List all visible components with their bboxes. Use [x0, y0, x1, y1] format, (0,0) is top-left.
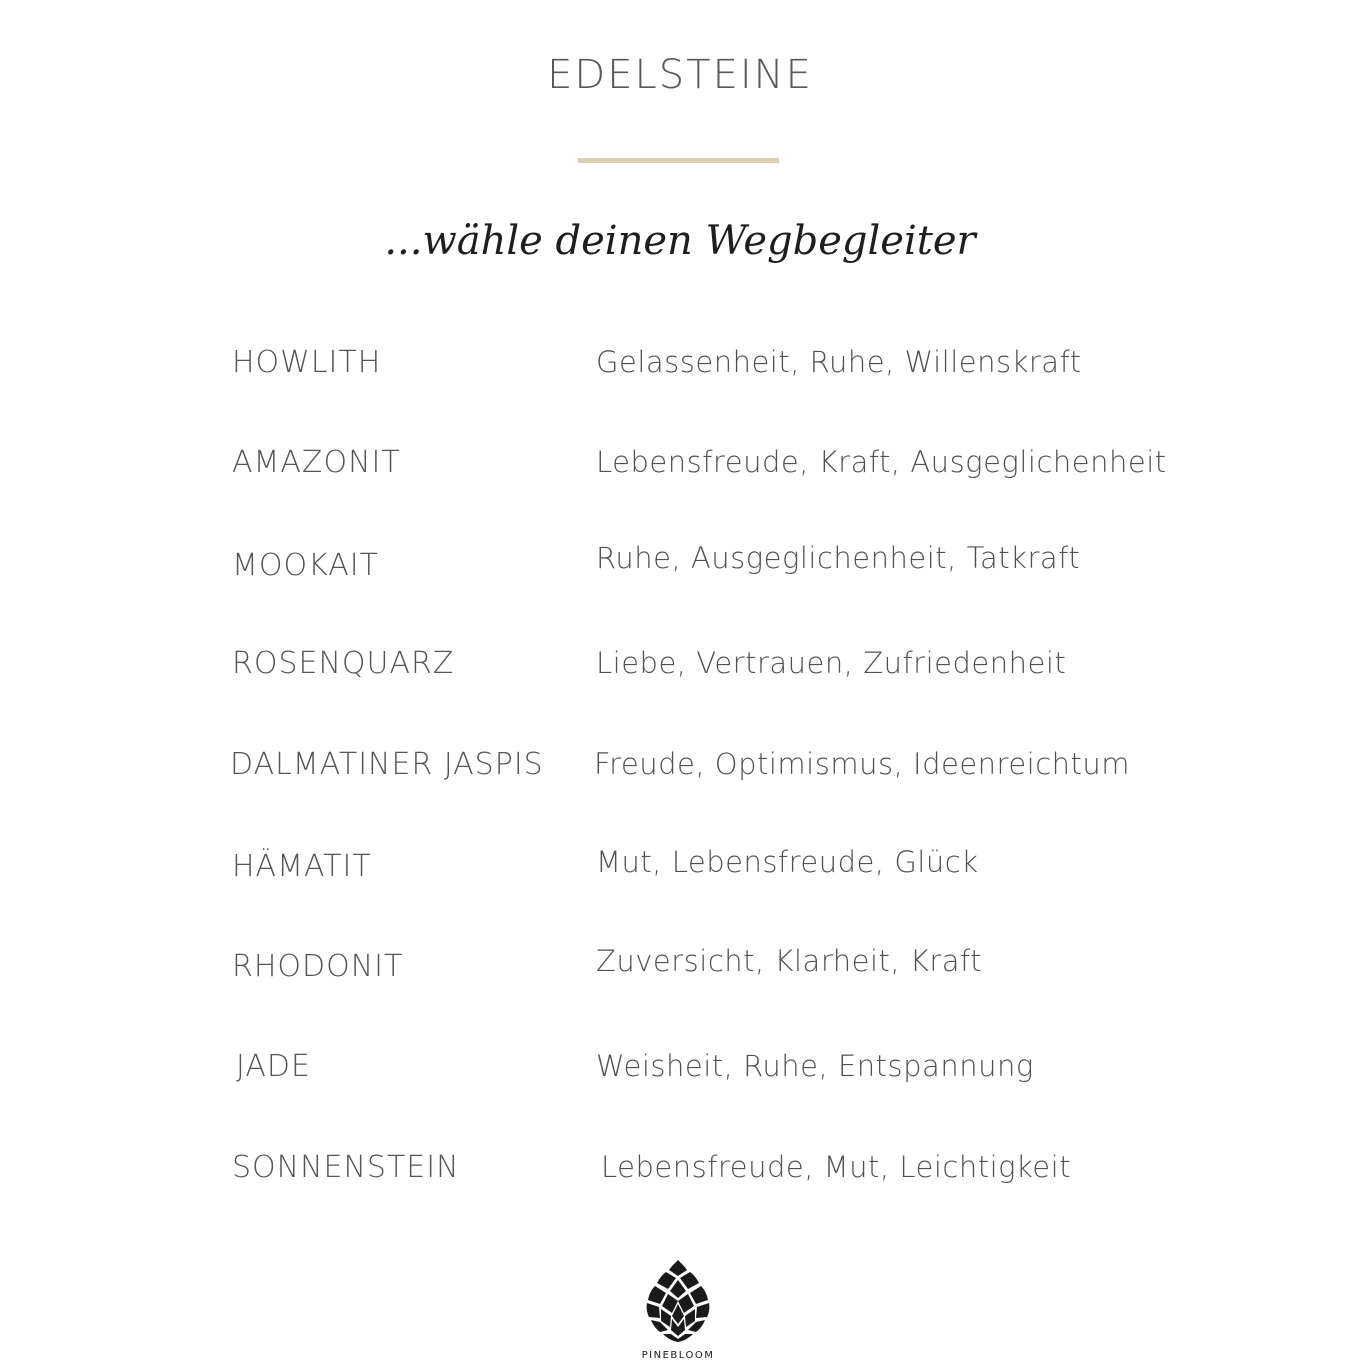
stone-properties: Lebensfreude, Kraft, Ausgeglichenheit — [596, 445, 1167, 479]
list-item — [0, 747, 1360, 797]
brand-logo — [638, 1258, 718, 1360]
stone-properties: Weisheit, Ruhe, Entspannung — [596, 1049, 1034, 1083]
stone-name: ROSENQUARZ — [232, 646, 455, 681]
list-item — [0, 541, 1360, 595]
stone-name: HOWLITH — [232, 345, 382, 380]
stone-name: HÄMATIT — [232, 849, 372, 884]
list-item — [0, 946, 1360, 996]
list-item — [0, 1049, 1360, 1099]
page-title: EDELSTEINE — [547, 52, 813, 98]
stone-properties: Ruhe, Ausgeglichenheit, Tatkraft — [596, 541, 1081, 575]
page-subtitle: ...wähle deinen Wegbegleiter — [384, 218, 976, 264]
pinecone-icon — [638, 1258, 718, 1360]
stone-properties: Gelassenheit, Ruhe, Willenskraft — [596, 345, 1082, 379]
stone-name: MOOKAIT — [232, 548, 379, 583]
stone-name: AMAZONIT — [232, 445, 401, 480]
brand-wordmark: PINEBLOOM — [641, 1350, 715, 1360]
list-item — [0, 847, 1360, 897]
stone-name: SONNENSTEIN — [232, 1150, 460, 1185]
list-item — [0, 345, 1360, 395]
stone-name: JADE — [236, 1049, 311, 1084]
list-item — [0, 445, 1360, 495]
stone-properties: Zuversicht, Klarheit, Kraft — [596, 944, 983, 978]
stone-properties: Freude, Optimismus, Ideenreichtum — [594, 747, 1131, 781]
list-item — [0, 1150, 1360, 1200]
list-item — [0, 646, 1360, 696]
title-divider — [578, 158, 779, 163]
stone-name: DALMATINER JASPIS — [230, 747, 544, 782]
stone-properties: Liebe, Vertrauen, Zufriedenheit — [596, 646, 1067, 680]
stone-properties: Mut, Lebensfreude, Glück — [596, 845, 979, 879]
stone-name: RHODONIT — [232, 949, 404, 984]
stone-properties: Lebensfreude, Mut, Leichtigkeit — [601, 1150, 1072, 1184]
